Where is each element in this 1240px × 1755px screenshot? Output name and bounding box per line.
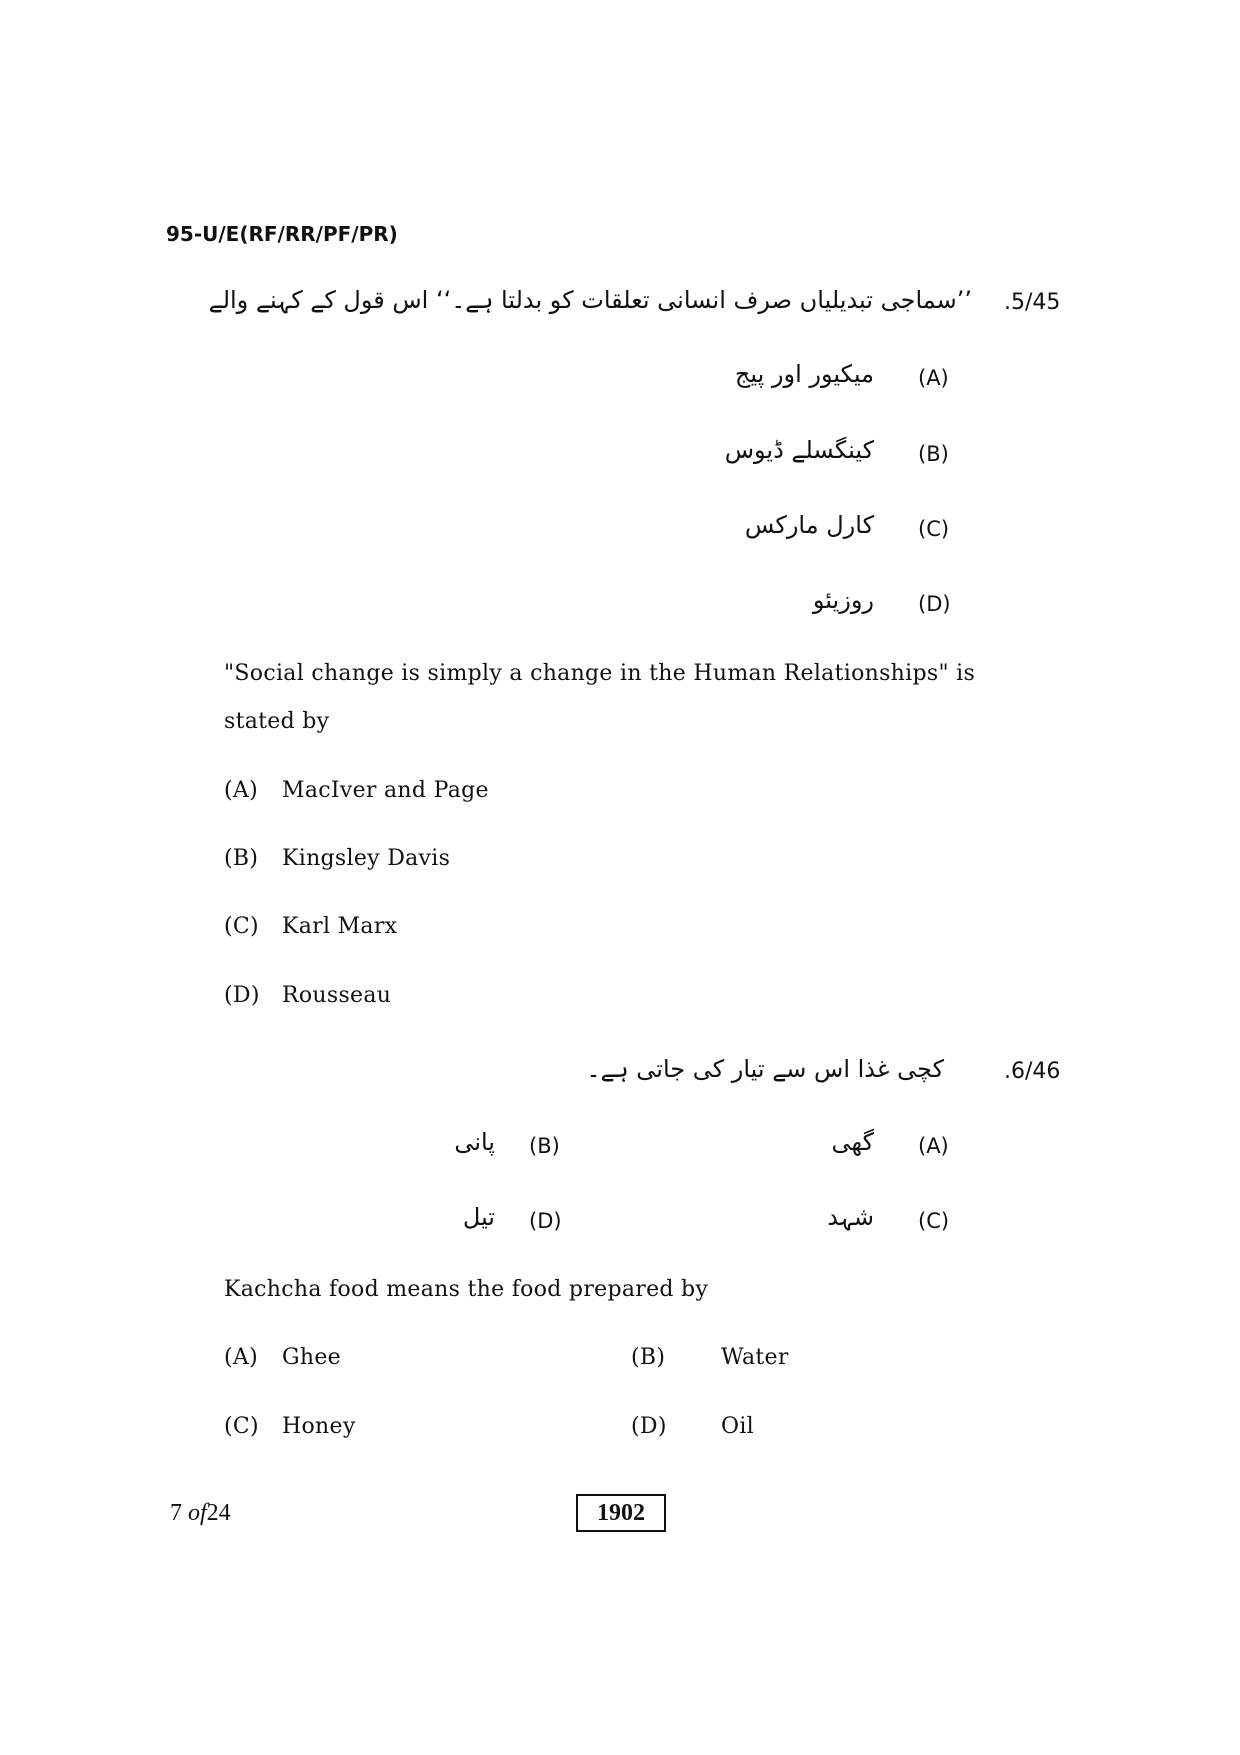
- english-option-text: Oil: [721, 1414, 755, 1439]
- question-urdu-text: کچی غذا اس سے تیار کی جاتی ہے۔: [586, 1055, 944, 1083]
- english-option-letter: (D): [224, 983, 260, 1008]
- english-option-letter: (A): [224, 778, 258, 803]
- urdu-option-text: گھی: [831, 1128, 874, 1156]
- english-option-text: Honey: [282, 1414, 356, 1439]
- page-total: 24: [206, 1500, 231, 1526]
- question-number: .6/46: [1004, 1059, 1061, 1084]
- urdu-option-text: میکیور اور پیج: [734, 360, 874, 388]
- urdu-option-letter: (B): [529, 1134, 560, 1158]
- english-option-text: Rousseau: [282, 983, 392, 1008]
- urdu-option-letter: (A): [918, 1134, 949, 1158]
- urdu-option-letter: (C): [918, 1209, 950, 1233]
- booklet-code-box: 1902: [576, 1494, 666, 1532]
- english-option-text: Karl Marx: [282, 914, 398, 939]
- urdu-option-letter: (D): [918, 592, 951, 616]
- urdu-option-letter: (D): [529, 1209, 562, 1233]
- page-current: 7: [170, 1500, 182, 1526]
- english-option-letter: (B): [224, 846, 259, 871]
- question-english-text: Kachcha food means the food prepared by: [224, 1277, 709, 1302]
- english-option-text: Kingsley Davis: [282, 846, 451, 871]
- english-option-text: MacIver and Page: [282, 778, 489, 803]
- english-option-text: Water: [721, 1345, 789, 1370]
- question-english-text-line2: stated by: [224, 709, 330, 734]
- question-number: .5/45: [1004, 290, 1061, 315]
- question-english-text-line1: "Social change is simply a change in the Human Relationships" is: [224, 661, 976, 686]
- question-urdu-text: ’’سماجی تبدیلیاں صرف انسانی تعلقات کو بدلتا ہے۔‘‘ اس قول کے کہنے والے: [208, 286, 972, 314]
- english-option-text: Ghee: [282, 1345, 341, 1370]
- english-option-letter: (A): [224, 1345, 258, 1370]
- urdu-option-letter: (B): [918, 442, 949, 466]
- paper-code: 95-U/E(RF/RR/PF/PR): [166, 222, 398, 246]
- urdu-option-letter: (C): [918, 517, 950, 541]
- urdu-option-text: شہد: [827, 1203, 874, 1231]
- urdu-option-text: تیل: [462, 1203, 495, 1231]
- urdu-option-letter: (A): [918, 366, 949, 390]
- page-of: of: [188, 1500, 207, 1526]
- urdu-option-text: روزیئو: [812, 586, 874, 614]
- urdu-option-text: کارل مارکس: [744, 511, 874, 539]
- english-option-letter: (B): [631, 1345, 666, 1370]
- page-number: [170, 1500, 231, 1527]
- urdu-option-text: پانی: [454, 1128, 495, 1156]
- english-option-letter: (C): [224, 914, 259, 939]
- english-option-letter: (C): [224, 1414, 259, 1439]
- english-option-letter: (D): [631, 1414, 667, 1439]
- urdu-option-text: کینگسلے ڈیوس: [724, 436, 874, 464]
